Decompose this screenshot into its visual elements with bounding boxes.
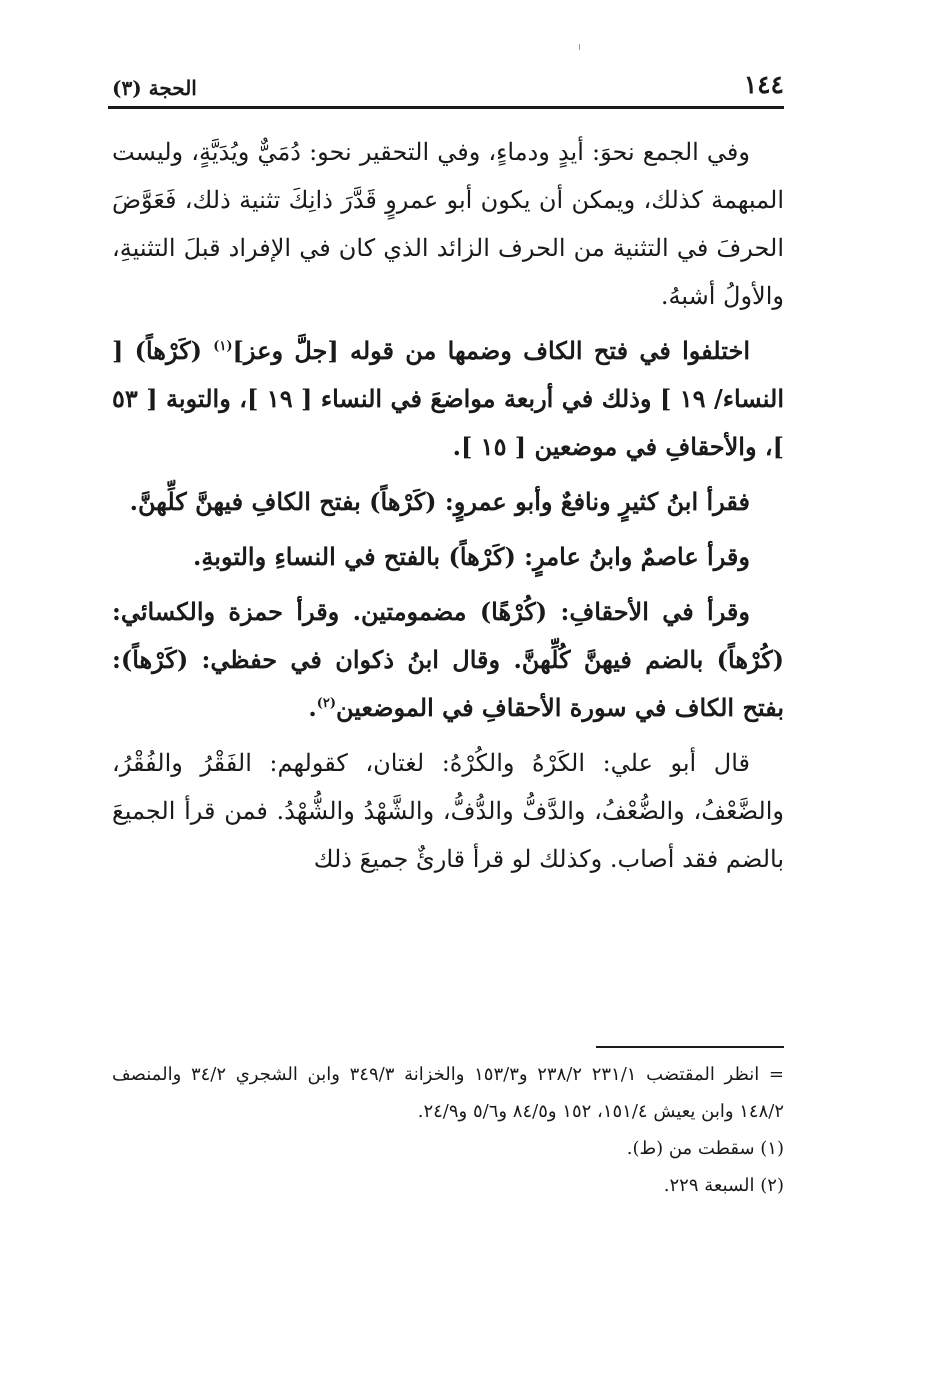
paragraph-5-text: وقرأ في الأحقافِ: (كُرْهًا) مضمومتين. وقرأ حمزة والكسائي: (كُرْهاً) بالضم فيهنَّ كُلِّهنَّ. وقال ابنُ ذكوان في حفظي: (كَرْهاً): بفتح الكاف في سورة الأحقافِ في الموضعين — [112, 597, 784, 722]
scan-mark — [579, 44, 580, 50]
paragraph-4: وقرأ عاصمٌ وابنُ عامرٍ: (كَرْهاً) بالفتح في النساءِ والتوبةِ. — [193, 542, 750, 571]
paragraph-5-text-cont: . — [308, 693, 317, 722]
main-text — [112, 128, 784, 890]
header-rule — [108, 106, 784, 109]
page-number: ١٤٤ — [743, 70, 784, 99]
footnote-ref-1[interactable]: (١) — [213, 339, 233, 354]
paragraph-2 — [112, 327, 784, 471]
paragraph-2-text: اختلفوا في فتح الكاف وضمها من قوله [جلَّ وعز] — [232, 336, 750, 365]
paragraph-1: وفي الجمع نحوَ: أيدٍ ودماءٍ، وفي التحقير نحو: دُمَيٌّ ويُدَيَّةٍ، وليست المبهمة كذلك، ويمكن أن يكون أبو عمروٍ قَدَّرَ ذانِكَ تثنية ذلك، فَعَوَّضَ الحرفَ في التثنية من الحرف الزائد الذي كان في الإفراد قبلَ التثنيةِ، والأولُ أشبهُ. — [112, 138, 784, 310]
footnotes — [112, 1056, 784, 1204]
running-title: الحجة (٣) — [112, 76, 197, 100]
footnote-2: (٢) السبعة ٢٢٩. — [663, 1175, 784, 1196]
footnote-ref-2[interactable]: (٢) — [316, 696, 337, 711]
paragraph-2-text-cont: (كَرْهاً) [ النساء/ ١٩ ] وذلك في أربعة مواضعَ في النساء [ ١٩ ]، والتوبة [ ٥٣ ]، والأحقافِ في موضعين [ ١٥ ]. — [112, 336, 785, 461]
footnote-rule — [596, 1046, 784, 1048]
paragraph-3: فقرأ ابنُ كثيرٍ ونافعٌ وأبو عمروٍ: (كَرْهاً) بفتح الكافِ فيهنَّ كلِّهنَّ. — [129, 487, 750, 516]
page-header — [108, 70, 784, 104]
paragraph-6: قال أبو علي: الكَرْهُ والكُرْهُ: لغتان، كقولهم: الفَقْرُ والفُقْرُ، والضَّعْفُ، والضُّعْفُ، والدَّفُّ والدُّفُّ، والشَّهْدُ والشُّهْدُ. فمن قرأ الجميعَ بالضم فقد أصاب. وكذلك لو قرأ قارئٌ جميعَ ذلك — [112, 749, 784, 873]
footnote-1: (١) سقطت من (ط). — [626, 1138, 784, 1159]
footnote-continuation: = انظر المقتضب ٢٣١/١ ٢٣٨/٢ و١٥٣/٣ والخزانة ٣٤٩/٣ وابن الشجري ٣٤/٢ والمنصف ١٤٨/٢ وابن يعيش ١٥١/٤، ١٥٢ و٨٤/٥ و٥/٦ و٢٤/٩. — [112, 1064, 784, 1122]
paragraph-5 — [112, 588, 784, 732]
